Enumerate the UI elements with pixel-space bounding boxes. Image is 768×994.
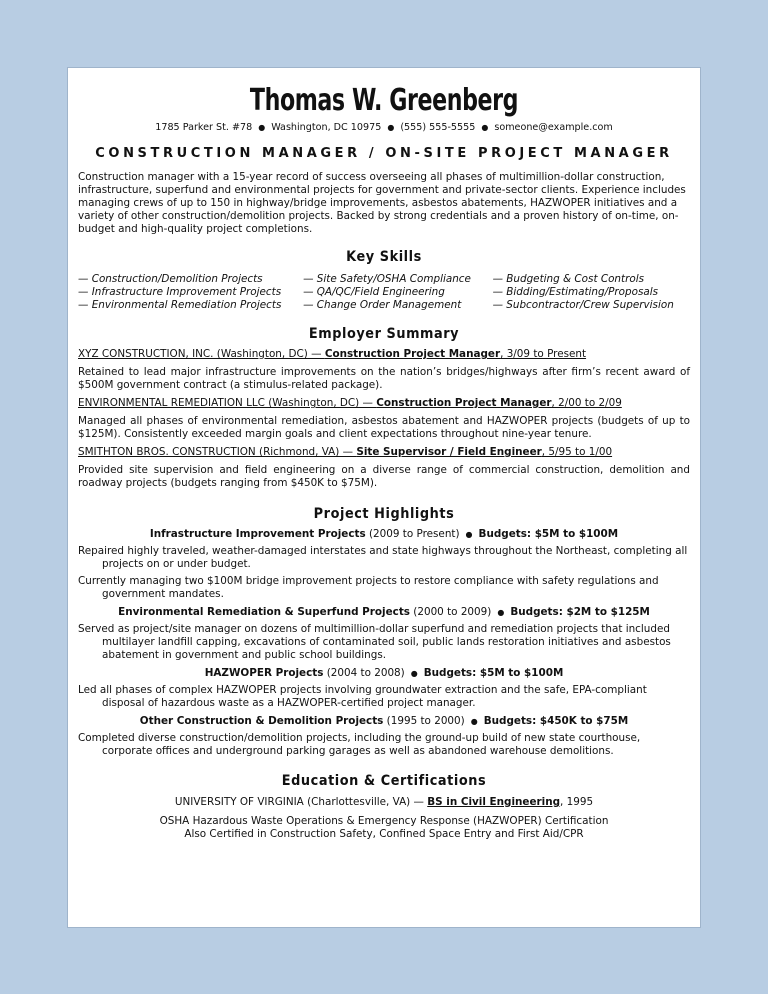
- bullet-icon: ●: [481, 123, 489, 132]
- job-entry: [78, 397, 690, 441]
- bullet-icon: ●: [470, 717, 478, 726]
- skill-item: — Bidding/Estimating/Proposals: [492, 286, 659, 298]
- graduation-year: , 1995: [560, 796, 594, 808]
- phone: (555) 555-5555: [400, 122, 476, 133]
- certification-item: OSHA Hazardous Waste Operations & Emergency Response (HAZWOPER) Certification: [159, 815, 609, 827]
- project-item: Repaired highly traveled, weather-damaged interstates and state highways throughout the Northeast, completing all projects on or under budget.: [78, 545, 688, 570]
- project-name: Other Construction & Demolition Projects: [139, 715, 384, 727]
- project-budget: Budgets: $5M to $100M: [478, 528, 619, 540]
- job-description: Managed all phases of environmental remediation, asbestos abatement and HAZWOPER projects (budgets of up to $125M). Consistently exceeded margin goals and client expectations throughout nine-year tenure.: [78, 415, 690, 440]
- school: UNIVERSITY OF VIRGINIA (Charlottesville, VA) —: [174, 796, 428, 808]
- job-dates: , 2/00 to 2/09: [551, 397, 622, 409]
- project-budget: Budgets: $450K to $75M: [483, 715, 629, 727]
- job-company: ENVIRONMENTAL REMEDIATION LLC (Washington, DC) —: [78, 397, 377, 409]
- bullet-icon: ●: [497, 608, 505, 617]
- project-group-title: [78, 667, 690, 680]
- employer-heading: Employer Summary: [308, 326, 460, 342]
- job-title: Construction Project Manager: [324, 348, 501, 360]
- skill-item: — QA/QC/Field Engineering: [303, 286, 445, 298]
- skills-list: [78, 273, 690, 312]
- skill-item: — Infrastructure Improvement Projects: [78, 286, 282, 298]
- email-link[interactable]: someone@example.com: [494, 122, 613, 133]
- bullet-icon: ●: [387, 123, 395, 132]
- contact-line: [78, 121, 690, 134]
- job-dates: , 3/09 to Present: [500, 348, 587, 360]
- bullet-icon: ●: [465, 530, 473, 539]
- address: 1785 Parker St. #78: [155, 122, 253, 133]
- project-item: Completed diverse construction/demolition projects, including the ground-up build of new state courthouse, corporate offices and underground parking garages as well as abandoned warehouse demolitions.: [78, 732, 641, 757]
- skill-item: — Subcontractor/Crew Supervision: [492, 299, 674, 311]
- skills-column-3: [493, 273, 690, 312]
- job-header: [78, 397, 690, 410]
- skill-item: — Site Safety/OSHA Compliance: [303, 273, 471, 285]
- job-header: [78, 446, 690, 459]
- project-years: (1995 to 2000): [383, 715, 465, 727]
- skills-column-1: [78, 273, 303, 312]
- project-name: HAZWOPER Projects: [204, 667, 324, 679]
- project-group-title: [78, 528, 690, 541]
- project-item: Led all phases of complex HAZWOPER projects involving groundwater extraction and the safe, EPA-compliant disposal of hazardous waste as a HAZWOPER-certified project manager.: [78, 684, 647, 709]
- job-dates: , 5/95 to 1/00: [541, 446, 613, 458]
- project-group-title: [78, 715, 690, 728]
- project-name: Environmental Remediation & Superfund Projects: [118, 606, 410, 618]
- job-description: Provided site supervision and field engineering on a diverse range of commercial construction, demolition and roadway projects (budgets ranging from $450K to $75M).: [78, 464, 690, 489]
- education-heading: Education & Certifications: [281, 773, 487, 789]
- bullet-icon: ●: [258, 123, 266, 132]
- certifications: [78, 815, 690, 841]
- skill-item: — Budgeting & Cost Controls: [492, 273, 645, 285]
- project-item: Currently managing two $100M bridge improvement projects to restore compliance with safety regulations and government mandates.: [78, 575, 659, 600]
- skills-heading: Key Skills: [346, 249, 422, 265]
- job-description: Retained to lead major infrastructure improvements on the nation’s bridges/highways after firm’s recent award of $500M government contract (a stimulus-related package).: [78, 366, 690, 391]
- project-years: (2009 to Present): [365, 528, 460, 540]
- degree: BS in Civil Engineering: [427, 796, 561, 808]
- project-budget: Budgets: $5M to $100M: [423, 667, 564, 679]
- skill-item: — Construction/Demolition Projects: [78, 273, 263, 285]
- project-name: Infrastructure Improvement Projects: [149, 528, 366, 540]
- project-group-title: [78, 606, 690, 619]
- skills-column-2: [303, 273, 493, 312]
- job-entry: [78, 446, 690, 490]
- headline: CONSTRUCTION MANAGER / ON-SITE PROJECT MANAGER: [95, 146, 673, 161]
- summary-paragraph: Construction manager with a 15-year record of success overseeing all phases of multimillion-dollar construction, infrastructure, superfund and environmental projects for government and private-sector clients. Experience includes managing crews of up to 150 in highway/bridge improvements, asbestos abatements, HAZWOPER initiatives and a variety of other construction/demolition projects. Backed by strong credentials and a proven history of on-time, on-budget and high-quality project completions.: [78, 171, 686, 235]
- bullet-icon: ●: [410, 669, 418, 678]
- candidate-name: Thomas W. Greenberg: [249, 83, 519, 118]
- project-years: (2000 to 2009): [409, 606, 492, 618]
- skill-item: — Change Order Management: [303, 299, 462, 311]
- job-title: Construction Project Manager: [376, 397, 552, 409]
- project-item: Served as project/site manager on dozens of multimillion-dollar superfund and remediation projects that included multilayer landfill capping, excavations of contaminated soil, public lands restoration initiatives and asbestos abatement in government and public school buildings.: [78, 623, 671, 661]
- city: Washington, DC 10975: [271, 122, 382, 133]
- job-company: SMITHTON BROS. CONSTRUCTION (Richmond, VA) —: [78, 446, 357, 458]
- job-title: Site Supervisor / Field Engineer: [356, 446, 542, 458]
- job-entry: [78, 348, 690, 392]
- resume-page: [67, 67, 701, 928]
- skill-item: — Environmental Remediation Projects: [78, 299, 282, 311]
- job-company: XYZ CONSTRUCTION, INC. (Washington, DC) —: [78, 348, 325, 360]
- certification-item: Also Certified in Construction Safety, Confined Space Entry and First Aid/CPR: [184, 828, 584, 840]
- project-years: (2004 to 2008): [323, 667, 405, 679]
- projects-heading: Project Highlights: [313, 506, 455, 522]
- job-header: [78, 348, 690, 361]
- education-entry: [78, 796, 690, 809]
- project-budget: Budgets: $2M to $125M: [510, 606, 650, 618]
